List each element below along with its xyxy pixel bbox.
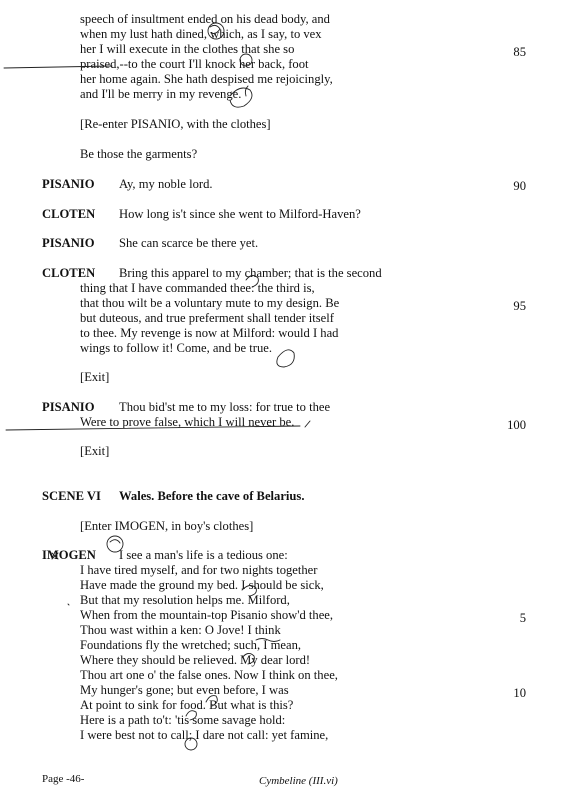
text-line: wings to follow it! Come, and be true. xyxy=(80,341,273,355)
text-line: How long is't since she went to Milford-Haven? xyxy=(119,207,361,221)
text-line: her home again. She hath despised me rejoicingly, xyxy=(80,72,333,86)
text-line: her I will execute in the clothes that she so xyxy=(80,42,295,56)
scene-label: SCENE VI xyxy=(42,489,101,503)
text-line: Thou wast within a ken: O Jove! I think xyxy=(80,623,281,637)
annotation-mark xyxy=(68,604,69,605)
text-line: Thou art one o' the false ones. Now I think on thee, xyxy=(80,668,338,682)
text-line: I have tired myself, and for two nights together xyxy=(80,563,318,577)
line-number: 10 xyxy=(513,686,526,700)
text-line: When from the mountain-top Pisanio show'd thee, xyxy=(80,608,334,622)
speaker-name: CLOTEN xyxy=(42,207,96,221)
text-line: and I'll be merry in my revenge. xyxy=(80,87,242,101)
text-line: thing that I have commanded thee: the third is, xyxy=(80,281,315,295)
text-line: Thou bid'st me to my loss: for true to thee xyxy=(119,400,331,414)
text-line: but duteous, and true preferment shall tender itself xyxy=(80,311,334,325)
text-line: But that my resolution helps me. Milford, xyxy=(80,593,290,607)
speaker-name: IMOGEN xyxy=(42,548,96,562)
text-line: Be those the garments? xyxy=(80,147,198,161)
annotation-mark xyxy=(245,86,248,96)
speaker-name: PISANIO xyxy=(42,400,95,414)
text-line: Were to prove false, which I will never be. xyxy=(80,415,295,429)
text-line: I see a man's life is a tedious one: xyxy=(119,548,288,562)
stage-direction: [Enter IMOGEN, in boy's clothes] xyxy=(80,519,254,533)
text-line: Where they should be relieved. My dear lord! xyxy=(80,653,311,667)
stage-direction: [Re-enter PISANIO, with the clothes] xyxy=(80,117,271,131)
text-line: Here is a path to't: 'tis some savage hold: xyxy=(80,713,286,727)
text-line: Foundations fly the wretched; such, I mean, xyxy=(80,638,302,652)
text-line: that thou wilt be a voluntary mute to my design. Be xyxy=(80,296,340,310)
text-line: speech of insultment ended on his dead body, and xyxy=(80,12,330,26)
annotation-mark xyxy=(277,350,294,367)
line-number: 95 xyxy=(513,299,526,313)
text-line: to thee. My revenge is now at Milford: would I had xyxy=(80,326,339,340)
line-number: 90 xyxy=(513,179,526,193)
stage-direction: [Exit] xyxy=(80,370,110,384)
speaker-name: CLOTEN xyxy=(42,266,96,280)
running-title: Cymbeline (III.vi) xyxy=(259,775,338,787)
annotation-mark xyxy=(110,540,120,543)
scene-title: Wales. Before the cave of Belarius. xyxy=(119,489,305,503)
text-line: praised,--to the court I'll knock her back, foot xyxy=(80,57,309,71)
text-line: Ay, my noble lord. xyxy=(119,177,213,191)
text-line: My hunger's gone; but even before, I was xyxy=(80,683,289,697)
text-line: She can scarce be there yet. xyxy=(119,236,259,250)
line-number: 5 xyxy=(519,611,526,625)
text-line: At point to sink for food. But what is this? xyxy=(80,698,294,712)
speaker-name: PISANIO xyxy=(42,236,95,250)
annotation-mark xyxy=(305,421,310,427)
text-line: when my lust hath dined, which, as I say, to vex xyxy=(80,27,322,41)
line-number: 100 xyxy=(507,418,526,432)
speaker-name: PISANIO xyxy=(42,177,95,191)
text-line: I were best not to call; I dare not call: yet famine, xyxy=(80,728,329,742)
line-number: 85 xyxy=(513,45,526,59)
text-line: Bring this apparel to my chamber; that is the second xyxy=(119,266,382,280)
stage-direction: [Exit] xyxy=(80,444,110,458)
page-number: Page -46- xyxy=(42,773,85,785)
text-line: Have made the ground my bed. I should be sick, xyxy=(80,578,324,592)
